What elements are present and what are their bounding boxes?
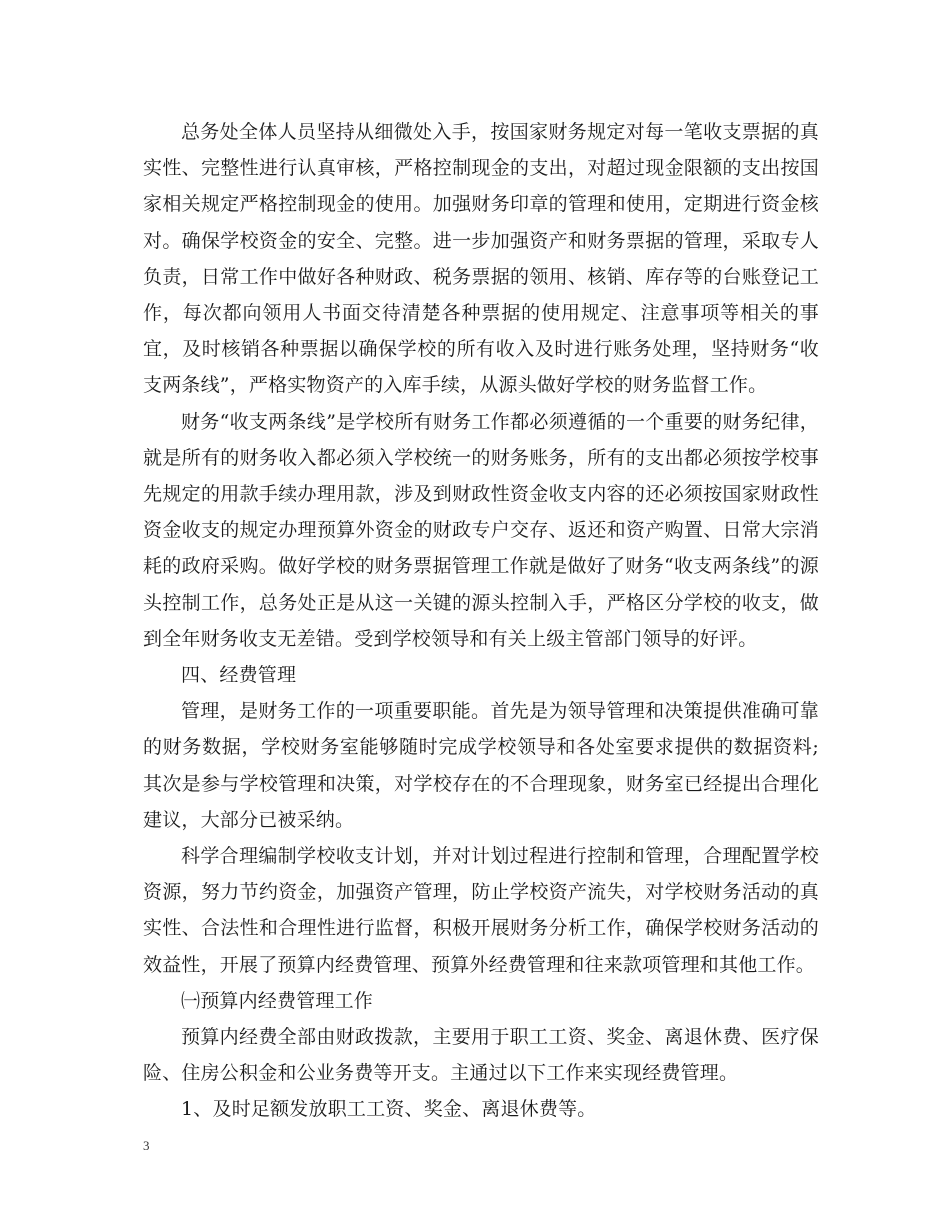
- paragraph-two-lines-discipline: 财务“收支两条线”是学校所有财务工作都必须遵循的一个重要的财务纪律，就是所有的财务收入都必须入学校统一的财务账务，所有的支出都必须按学校事先规定的用款手续办理用款，涉及到财政性资金收支内容的还必须按国家财政性资金收支的规定办理预算外资金的财政专户交存、返还和资产购置、日常大宗消耗的政府采购。做好学校的财务票据管理工作就是做好了财务“收支两条线”的源头控制工作，总务处正是从这一关键的源头控制入手，严格区分学校的收支，做到全年财务收支无差错。受到学校领导和有关上级主管部门领导的好评。: [143, 410, 819, 650]
- page-body: [143, 114, 819, 1128]
- section-heading-funding-management: 四、经费管理: [181, 664, 297, 687]
- paragraph-budget-planning: 科学合理编制学校收支计划，并对计划过程进行控制和管理，合理配置学校资源，努力节约资金，加强资产管理，防止学校资产流失，对学校财务活动的真实性、合法性和合理性进行监督，积极开展财务分析工作，确保学校财务活动的效益性，开展了预算内经费管理、预算外经费管理和往来款项管理和其他工作。: [143, 845, 819, 976]
- paragraph-in-budget-funding: 预算内经费全部由财政拨款，主要用于职工工资、奖金、离退休费、医疗保险、住房公积金和公业务费等开支。主通过以下工作来实现经费管理。: [143, 1026, 819, 1085]
- list-item-salary-payment: 1、及时足额发放职工工资、奖金、离退休费等。: [181, 1098, 597, 1121]
- paragraph-cash-control: 总务处全体人员坚持从细微处入手，按国家财务规定对每一笔收支票据的真实性、完整性进行认真审核，严格控制现金的支出，对超过现金限额的支出按国家相关规定严格控制现金的使用。加强财务印章的管理和使用，定期进行资金核对。确保学校资金的安全、完整。进一步加强资产和财务票据的管理，采取专人负责，日常工作中做好各种财政、税务票据的领用、核销、库存等的台账登记工作，每次都向领用人书面交待清楚各种票据的使用规定、注意事项等相关的事宜，及时核销各种票据以确保学校的所有收入及时进行账务处理，坚持财务“收支两条线”，严格实物资产的入库手续，从源头做好学校的财务监督工作。: [143, 121, 819, 397]
- subsection-heading-in-budget-funding: ㈠预算内经费管理工作: [181, 989, 374, 1012]
- paragraph-management-function: 管理，是财务工作的一项重要职能。首先是为领导管理和决策提供准确可靠的财务数据，学校财务室能够随时完成学校领导和各处室要求提供的数据资料;其次是参与学校管理和决策，对学校存在的不合理现象，财务室已经提出合理化建议，大部分已被采纳。: [143, 700, 819, 831]
- page-number: 3: [143, 1138, 150, 1153]
